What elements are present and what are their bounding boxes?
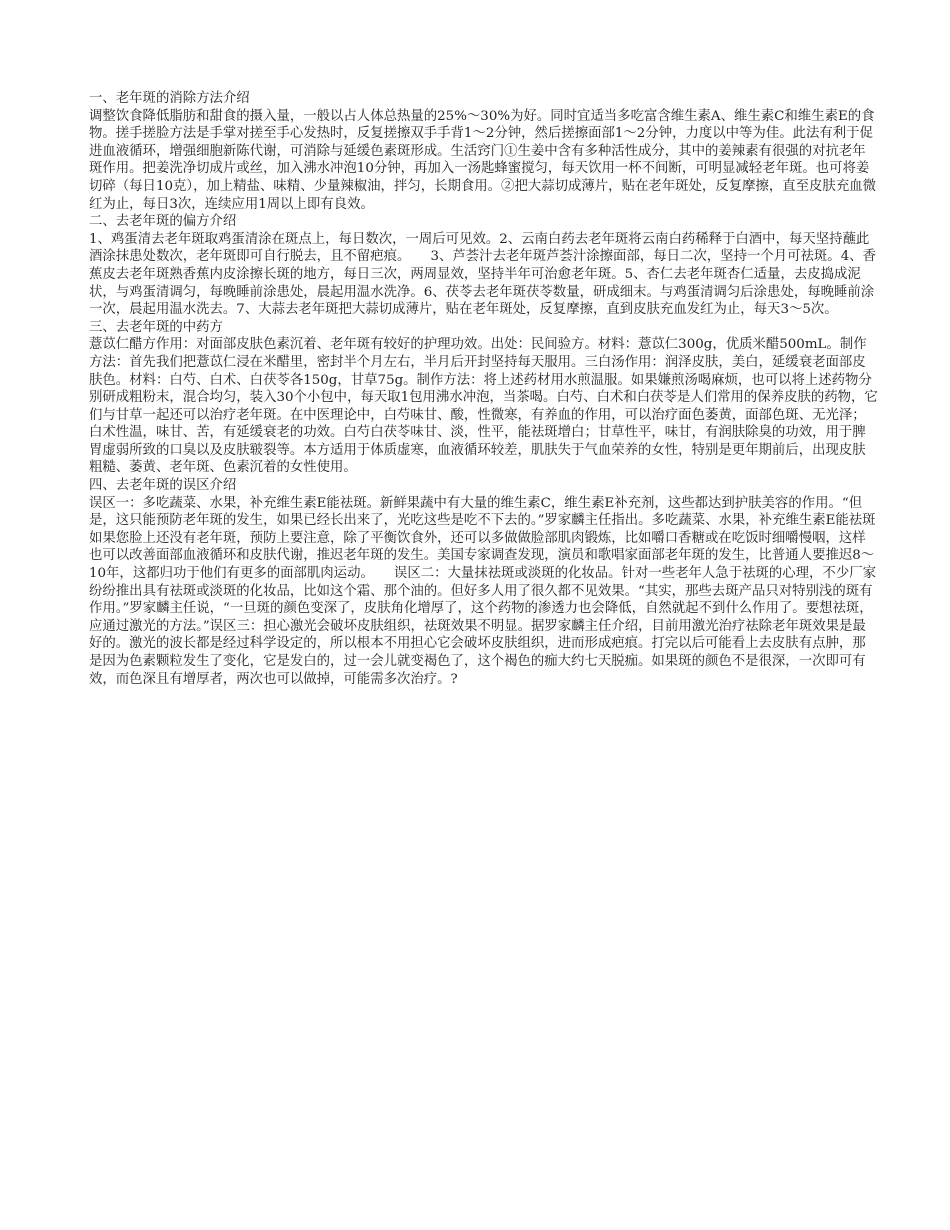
section-folk-remedies [89,213,879,319]
section-heading: 二、去老年斑的偏方介绍 [89,214,237,230]
section-paragraph: 调整饮食降低脂肪和甜食的摄入量，一般以占人体总热量的25%～30%为好。同时宜适当多吃富含维生素A、维生素C和维生素E的食物。搓手搓脸方法是手掌对搓至手心发热时，反复搓擦双手手背1～2分钟，然后搓擦面部1～2分钟，力度以中等为佳。此法有利于促进血液循环，增强细胞新陈代谢，可消除与延缓色素斑形成。生活窍门①生姜中含有多种活性成分，其中的姜辣素有很强的对抗老年斑作用。把姜洗净切成片或丝，加入沸水冲泡10分钟，再加入一汤匙蜂蜜搅匀，每天饮用一杯不间断，可明显减轻老年斑。也可将姜切碎（每日10克），加上精盐、味精、少量辣椒油，拌匀，长期食用。②把大蒜切成薄片，贴在老年斑处，反复摩擦，直至皮肤充血微红为止，每日3次，连续应用1周以上即有良效。 [89,108,876,212]
document-body [89,90,879,688]
section-misconceptions [89,477,879,688]
section-paragraph: 1、鸡蛋清去老年斑取鸡蛋清涂在斑点上，每日数次，一周后可见效。2、云南白药去老年斑将云南白药稀释于白酒中，每天坚持蘸此酒涂抹患处数次，老年斑即可自行脱去，且不留疤痕。 3、芦荟汁去老年斑芦荟汁涂擦面部，每日二次，坚持一个月可祛斑。4、香蕉皮去老年斑熟香蕉内皮涂擦长斑的地方，每日三次，两周显效，坚持半年可治愈老年斑。5、杏仁去老年斑杏仁适量，去皮捣成泥状，与鸡蛋清调匀，每晚睡前涂患处，晨起用温水洗净。6、茯苓去老年斑茯苓数量，研成细末。与鸡蛋清调匀后涂患处，每晚睡前涂一次，晨起用温水洗去。7、大蒜去老年斑把大蒜切成薄片，贴在老年斑处，反复摩擦，直到皮肤充血发红为止，每天3～5次。 [89,231,876,318]
section-heading: 一、老年斑的消除方法介绍 [89,91,250,106]
section-paragraph: 误区一：多吃蔬菜、水果，补充维生素E能祛斑。新鲜果蔬中有大量的维生素C，维生素E补充剂，这些都达到护肤美容的作用。“但是，这只能预防老年斑的发生，如果已经长出来了，光吃这些是吃不下去的。”罗家麟主任指出。多吃蔬菜、水果，补充维生素E能祛斑如果您脸上还没有老年斑，预防上要注意，除了平衡饮食外，还可以多做做脸部肌肉锻炼，比如嚼口香糖或在吃饭时细嚼慢咽，这样也可以改善面部血液循环和皮肤代谢，推迟老年斑的发生。美国专家调查发现，演员和歌唱家面部老年斑的发生，比普通人要推迟8～10年，这都归功于他们有更多的面部肌肉运动。 误区二：大量抹祛斑或淡斑的化妆品。针对一些老年人急于祛斑的心理，不少厂家纷纷推出具有祛斑或淡斑的化妆品，比如这个霜、那个油的。但好多人用了很久都不见效果。“其实，那些去斑产品只对特别浅的斑有作用。”罗家麟主任说，“一旦斑的颜色变深了，皮肤角化增厚了，这个药物的渗透力也会降低，自然就起不到什么作用了。要想祛斑，应通过激光的方法。”误区三：担心激光会破坏皮肤组织，祛斑效果不明显。据罗家麟主任介绍，目前用激光治疗祛除老年斑效果是最好的。激光的波长都是经过科学设定的，所以根本不用担心它会破坏皮肤组织，进而形成疤痕。打完以后可能看上去皮肤有点肿，那是因为色素颗粒发生了变化，它是发白的，过一会儿就变褐色了，这个褐色的痂大约七天脱痂。如果斑的颜色不是很深，一次即可有效，而色深且有增厚者，两次也可以做掉，可能需多次治疗。? [89,495,876,687]
section-paragraph: 薏苡仁醋方作用：对面部皮肤色素沉着、老年斑有较好的护理功效。出处：民间验方。材料：薏苡仁300g，优质米醋500mL。制作方法：首先我们把薏苡仁浸在米醋里，密封半个月左右，半月后开封坚持每天服用。三白汤作用：润泽皮肤，美白，延缓衰老面部皮肤色。材料：白芍、白术、白茯苓各150g，甘草75g。制作方法：将上述药材用水煎温服。如果嫌煎汤喝麻烦，也可以将上述药物分别研成粗粉末，混合均匀，装入30个小包中，每天取1包用沸水冲泡，当茶喝。白芍、白术和白茯苓是人们常用的保养皮肤的药物，它们与甘草一起还可以治疗老年斑。在中医理论中，白芍味甘、酸，性微寒，有养血的作用，可以治疗面色萎黄，面部色斑、无光泽；白术性温，味甘、苦，有延缓衰老的功效。白芍白茯苓味甘、淡，性平，能祛斑增白；甘草性平，味甘，有润肤除臭的功效，用于脾胃虚弱所致的口臭以及皮肤皲裂等。本方适用于体质虚寒，血液循环较差，肌肤失于气血荣养的女性，特别是更年期前后，出现皮肤粗糙、萎黄、老年斑、色素沉着的女性使用。 [89,337,878,476]
section-heading: 三、去老年斑的中药方 [89,319,223,335]
section-removal-methods [89,90,879,213]
section-heading: 四、去老年斑的误区介绍 [89,478,237,494]
section-herbal-prescriptions [89,319,879,477]
